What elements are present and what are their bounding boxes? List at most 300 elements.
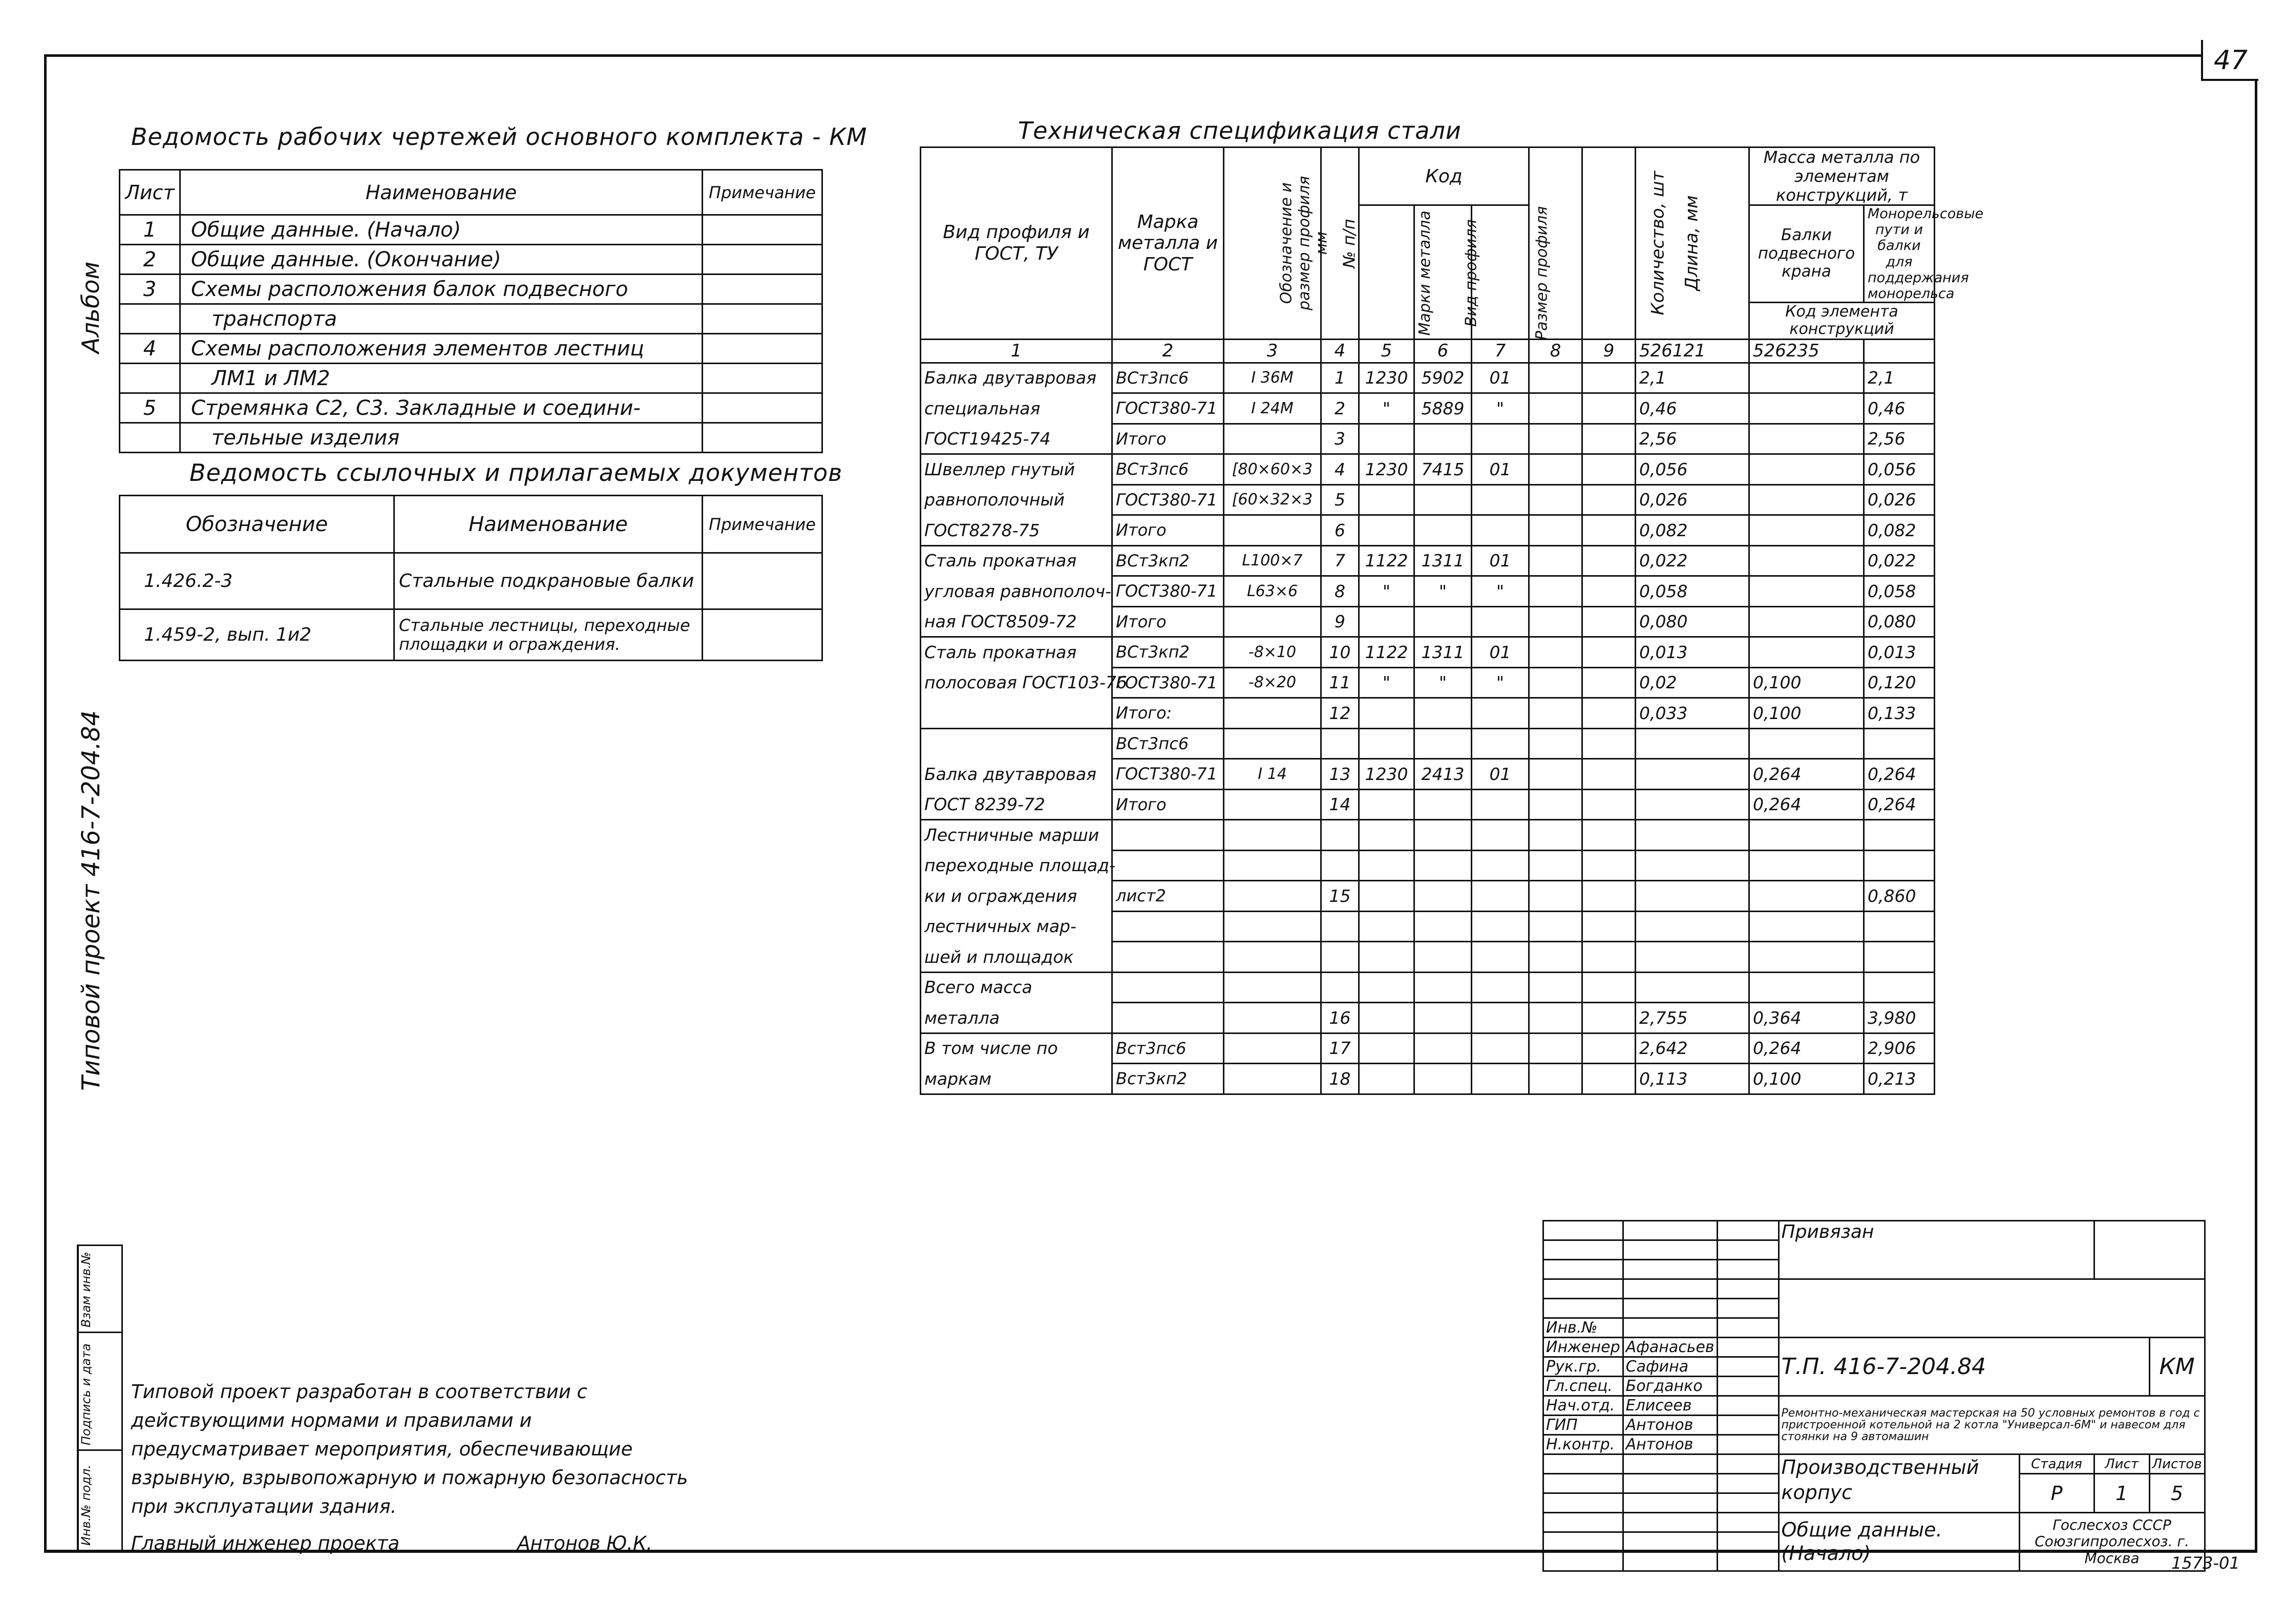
spec-column-number: 1	[921, 339, 1112, 363]
title-block-cell	[1717, 1396, 1779, 1416]
title-block-cell	[1717, 1279, 1779, 1299]
code-type-cell	[1414, 1033, 1472, 1064]
mass-rails-cell	[1749, 942, 1864, 973]
quantity-cell	[1529, 637, 1582, 668]
sheet-note-cell	[703, 304, 822, 334]
total-mass-cell: 2,1	[1864, 363, 1935, 393]
size-cell	[1224, 972, 1321, 1003]
mass-beams-cell	[1636, 728, 1749, 759]
spec-column-number: 526235	[1749, 339, 1864, 363]
length-cell	[1582, 576, 1636, 607]
total-mass-cell	[1864, 942, 1935, 973]
code-size-cell	[1472, 606, 1529, 637]
title-block-cell	[1543, 1221, 1623, 1240]
code-size-cell	[1472, 728, 1529, 759]
profile-cell: ГОСТ 8239-72	[921, 789, 1112, 820]
npp-cell: 13	[1321, 759, 1359, 790]
refs-header-name: Наименование	[394, 496, 703, 553]
mass-rails-cell	[1749, 728, 1864, 759]
quantity-cell	[1529, 454, 1582, 485]
attached-label: Привязан	[1779, 1221, 2094, 1279]
album-label: Альбом	[77, 261, 104, 353]
npp-cell: 4	[1321, 454, 1359, 485]
profile-cell: полосовая ГОСТ103-76	[921, 667, 1112, 698]
spec-table	[920, 146, 1984, 1095]
length-cell	[1582, 1033, 1636, 1064]
code-size-cell: 01	[1472, 759, 1529, 790]
code-type-cell	[1414, 911, 1472, 942]
mass-beams-cell	[1636, 820, 1749, 851]
table-row	[921, 393, 1935, 424]
title-block-cell	[1717, 1357, 1779, 1377]
code-size-cell	[1472, 972, 1529, 1003]
sheets-table	[119, 169, 823, 453]
npp-cell: 7	[1321, 545, 1359, 576]
total-mass-cell: 0,013	[1864, 637, 1935, 668]
npp-cell: 12	[1321, 698, 1359, 729]
total-mass-cell: 0,080	[1864, 606, 1935, 637]
mass-beams-cell: 0,02	[1636, 667, 1749, 698]
spec-header-code-grade: Марки металла	[1415, 210, 1434, 336]
ref-note-cell	[703, 609, 822, 661]
person-role: Н.контр.	[1543, 1435, 1623, 1454]
sheet-no-cell: 4	[120, 334, 180, 364]
sheet-no-cell	[120, 423, 180, 453]
grade-cell: ВСт3кп2	[1112, 637, 1224, 668]
title-block	[1542, 1220, 2206, 1572]
grade-cell: ГОСТ380-71	[1112, 393, 1224, 424]
length-cell	[1582, 972, 1636, 1003]
code-size-cell	[1472, 515, 1529, 546]
mass-rails-cell: 0,100	[1749, 1064, 1864, 1094]
code-grade-cell: "	[1359, 576, 1414, 607]
spec-column-number	[1864, 339, 1935, 363]
table-row	[921, 789, 1935, 820]
spec-header-designation: Обозначение и размер профиля мм	[1277, 176, 1331, 311]
sheet-name-cell: Схемы расположения балок подвесного	[180, 275, 703, 304]
code-type-cell	[1414, 820, 1472, 851]
code-grade-cell	[1359, 728, 1414, 759]
title-block-cell	[1543, 1299, 1623, 1318]
code-grade-cell: "	[1359, 667, 1414, 698]
spec-header-mass-beams: Балки подвесного крана	[1749, 205, 1864, 302]
code-type-cell	[1414, 424, 1472, 454]
title-block-cell	[1623, 1260, 1717, 1279]
table-row	[921, 484, 1935, 515]
profile-cell: Сталь прокатная	[921, 637, 1112, 668]
sheet-note-cell	[703, 334, 822, 364]
mass-rails-cell	[1749, 545, 1864, 576]
organization: Гослесхоз СССР Союзгипролесхоз. г. Москва	[2019, 1513, 2205, 1571]
table-row	[921, 424, 1935, 454]
npp-cell: 10	[1321, 637, 1359, 668]
mass-rails-cell: 0,100	[1749, 667, 1864, 698]
size-cell: -8×20	[1224, 667, 1321, 698]
npp-cell: 9	[1321, 606, 1359, 637]
table-row	[921, 942, 1935, 973]
table-row	[120, 215, 822, 245]
code-type-cell	[1414, 789, 1472, 820]
table-row	[921, 515, 1935, 546]
length-cell	[1582, 515, 1636, 546]
npp-cell	[1321, 911, 1359, 942]
title-block-cell	[1717, 1552, 1779, 1571]
person-name: Афанасьев	[1623, 1338, 1717, 1357]
table-row	[120, 364, 822, 393]
spec-header-code-size: Размер профиля	[1533, 206, 1551, 341]
total-mass-cell: 0,058	[1864, 576, 1935, 607]
spec-header-mass-group: Масса металла по элементам конструкций, т	[1749, 147, 1935, 205]
stage-label: Стадия	[2019, 1454, 2094, 1474]
title-block-cell	[1717, 1338, 1779, 1357]
title-block-cell	[1623, 1240, 1717, 1260]
quantity-cell	[1529, 972, 1582, 1003]
mass-beams-cell	[1636, 911, 1749, 942]
grade-cell	[1112, 1003, 1224, 1034]
mass-beams-cell	[1636, 942, 1749, 973]
mass-rails-cell	[1749, 515, 1864, 546]
code-size-cell: 01	[1472, 454, 1529, 485]
table-row	[120, 275, 822, 304]
length-cell	[1582, 789, 1636, 820]
table-row	[120, 609, 822, 661]
total-mass-cell: 0,056	[1864, 454, 1935, 485]
mass-rails-cell: 0,264	[1749, 759, 1864, 790]
mass-rails-cell	[1749, 484, 1864, 515]
grade-cell	[1112, 972, 1224, 1003]
project-note-text: Типовой проект разработан в соответствии с действующими нормами и правилами и предусматривает мероприятия, обеспечивающие взрывную, взрывопожарную и пожарную безопасность при эксплуатации здания.	[131, 1381, 688, 1517]
npp-cell: 3	[1321, 424, 1359, 454]
mass-beams-cell: 0,056	[1636, 454, 1749, 485]
size-cell	[1224, 789, 1321, 820]
code-grade-cell	[1359, 942, 1414, 973]
title-block-cell	[1623, 1299, 1717, 1318]
quantity-cell	[1529, 698, 1582, 729]
spec-header-length: Длина, мм	[1681, 195, 1702, 291]
size-cell	[1224, 424, 1321, 454]
title-block-cell	[1717, 1240, 1779, 1260]
table-row	[1543, 1454, 2205, 1474]
code-type-cell	[1414, 1003, 1472, 1034]
mass-rails-cell	[1749, 850, 1864, 881]
profile-cell: переходные площад-	[921, 850, 1112, 881]
code-grade-cell: 1230	[1359, 759, 1414, 790]
code-type-cell	[1414, 850, 1472, 881]
table-row	[120, 393, 822, 423]
table-row	[1543, 1279, 2205, 1299]
table-row	[120, 553, 822, 609]
total-mass-cell: 0,082	[1864, 515, 1935, 546]
title-block-cell	[1623, 1532, 1717, 1552]
npp-cell	[1321, 972, 1359, 1003]
code-grade-cell	[1359, 850, 1414, 881]
npp-cell: 11	[1321, 667, 1359, 698]
sheet-label: Лист	[2094, 1454, 2149, 1474]
spec-column-number: 8	[1529, 339, 1582, 363]
mass-rails-cell	[1749, 363, 1864, 393]
code-grade-cell	[1359, 820, 1414, 851]
sheet-name-cell: Общие данные. (Окончание)	[180, 245, 703, 275]
quantity-cell	[1529, 667, 1582, 698]
size-cell	[1224, 942, 1321, 973]
table-row	[1543, 1221, 2205, 1240]
length-cell	[1582, 911, 1636, 942]
table-row	[921, 728, 1935, 759]
title-block-cell	[1623, 1474, 1717, 1493]
title-block-cell	[1717, 1513, 1779, 1532]
code-type-cell	[1414, 728, 1472, 759]
sheet-note-cell	[703, 215, 822, 245]
npp-cell: 2	[1321, 393, 1359, 424]
sheet-name-cell: Стремянка С2, С3. Закладные и соедини-	[180, 393, 703, 423]
profile-cell: ГОСТ8278-75	[921, 515, 1112, 546]
profile-cell: Всего масса	[921, 972, 1112, 1003]
sheet-note-cell	[703, 393, 822, 423]
sheet-name-cell: ЛМ1 и ЛМ2	[180, 364, 703, 393]
title-block-cell	[1717, 1299, 1779, 1318]
spec-column-number: 3	[1224, 339, 1321, 363]
mass-rails-cell	[1749, 576, 1864, 607]
mass-beams-cell	[1636, 972, 1749, 1003]
profile-cell: Сталь прокатная	[921, 545, 1112, 576]
table-row	[921, 637, 1935, 668]
chief-engineer-label: Главный инженер проекта	[131, 1532, 400, 1554]
npp-cell	[1321, 820, 1359, 851]
total-mass-cell: 0,264	[1864, 759, 1935, 790]
code-grade-cell	[1359, 424, 1414, 454]
mass-beams-cell: 0,013	[1636, 637, 1749, 668]
mass-rails-cell	[1749, 393, 1864, 424]
table-row	[120, 423, 822, 453]
table-row	[921, 667, 1935, 698]
code-size-cell	[1472, 1064, 1529, 1094]
npp-cell	[1321, 728, 1359, 759]
code-size-cell	[1472, 911, 1529, 942]
size-cell: I 14	[1224, 759, 1321, 790]
doc-code: Т.П. 416-7-204.84	[1779, 1338, 2149, 1396]
side-project-label: Типовой проект 416-7-204.84	[77, 710, 105, 1091]
stamp-strip	[77, 1245, 123, 1552]
profile-cell	[921, 698, 1112, 729]
mass-rails-cell: 0,364	[1749, 1003, 1864, 1034]
profile-cell: ГОСТ19425-74	[921, 424, 1112, 454]
code-type-cell: 1311	[1414, 545, 1472, 576]
person-name: Богданко	[1623, 1377, 1717, 1396]
quantity-cell	[1529, 1064, 1582, 1094]
length-cell	[1582, 820, 1636, 851]
quantity-cell	[1529, 576, 1582, 607]
total-mass-cell: 0,133	[1864, 698, 1935, 729]
sheet-no-cell: 5	[120, 393, 180, 423]
title-block-cell	[1543, 1260, 1623, 1279]
table-row	[921, 972, 1935, 1003]
stamp-strip-cell: Подпись и дата	[79, 1343, 93, 1445]
grade-cell	[1112, 820, 1224, 851]
total-mass-cell: 0,46	[1864, 393, 1935, 424]
total-mass-cell	[1864, 850, 1935, 881]
npp-cell: 5	[1321, 484, 1359, 515]
spec-column-number: 5	[1359, 339, 1414, 363]
grade-cell: ВСт3пс6	[1112, 728, 1224, 759]
code-size-cell	[1472, 1033, 1529, 1064]
title-block-cell	[1717, 1435, 1779, 1454]
refs-table-title: Ведомость ссылочных и прилагаемых документов	[189, 459, 843, 487]
code-size-cell	[1472, 789, 1529, 820]
mass-rails-cell	[1749, 606, 1864, 637]
npp-cell	[1321, 942, 1359, 973]
table-row	[921, 759, 1935, 790]
npp-cell: 15	[1321, 881, 1359, 912]
title-block-cell	[1543, 1279, 1623, 1299]
profile-cell: ки и ограждения	[921, 881, 1112, 912]
title-block-cell	[1717, 1532, 1779, 1552]
total-mass-cell: 0,860	[1864, 881, 1935, 912]
code-grade-cell	[1359, 1064, 1414, 1094]
table-row	[1543, 1396, 2205, 1416]
length-cell	[1582, 424, 1636, 454]
length-cell	[1582, 728, 1636, 759]
profile-cell	[921, 728, 1112, 759]
spec-table-title: Техническая спецификация стали	[1018, 117, 1462, 144]
title-block-cell	[1717, 1454, 1779, 1474]
sheet-value: 1	[2094, 1474, 2149, 1513]
grade-cell	[1112, 942, 1224, 973]
size-cell	[1224, 1064, 1321, 1094]
npp-cell: 17	[1321, 1033, 1359, 1064]
quantity-cell	[1529, 515, 1582, 546]
spec-header-quantity: Количество, шт	[1647, 171, 1668, 315]
size-cell: I 24М	[1224, 393, 1321, 424]
table-row	[921, 881, 1935, 912]
total-mass-cell: 0,120	[1864, 667, 1935, 698]
npp-cell: 18	[1321, 1064, 1359, 1094]
quantity-cell	[1529, 363, 1582, 393]
spec-column-number: 7	[1472, 339, 1529, 363]
spec-header-mass-rails: Монорельсовые пути и балки для поддержания монорельса	[1864, 205, 1935, 302]
spec-column-number: 9	[1582, 339, 1636, 363]
inv-label: Инв.№	[1543, 1318, 1623, 1338]
length-cell	[1582, 850, 1636, 881]
length-cell	[1582, 881, 1636, 912]
table-row	[120, 334, 822, 364]
grade-cell: Вст3пс6	[1112, 1033, 1224, 1064]
stage-value: Р	[2019, 1474, 2094, 1513]
code-grade-cell	[1359, 881, 1414, 912]
spec-header-element-code: Код элемента конструкций	[1749, 302, 1935, 339]
profile-cell: специальная	[921, 393, 1112, 424]
code-size-cell: 01	[1472, 545, 1529, 576]
person-role: Инженер	[1543, 1338, 1623, 1357]
code-type-cell	[1414, 942, 1472, 973]
sheet-note-cell	[703, 364, 822, 393]
title-block-cell	[1717, 1416, 1779, 1435]
mass-rails-cell: 0,100	[1749, 698, 1864, 729]
grade-cell: Итого	[1112, 789, 1224, 820]
code-size-cell: "	[1472, 393, 1529, 424]
title-block-cell	[1543, 1240, 1623, 1260]
code-grade-cell	[1359, 1033, 1414, 1064]
table-row	[1543, 1338, 2205, 1357]
title-block-cell	[1717, 1260, 1779, 1279]
person-role: ГИП	[1543, 1416, 1623, 1435]
sheet-no-cell: 3	[120, 275, 180, 304]
code-size-cell: 01	[1472, 637, 1529, 668]
npp-cell	[1321, 850, 1359, 881]
table-row	[120, 304, 822, 334]
person-name: Антонов	[1623, 1416, 1717, 1435]
sheet-no-cell: 1	[120, 215, 180, 245]
doc-mark: КМ	[2149, 1338, 2205, 1396]
mass-beams-cell	[1636, 759, 1749, 790]
sheets-header-note: Примечание	[703, 170, 822, 215]
profile-cell: лестничных мар-	[921, 911, 1112, 942]
code-size-cell: "	[1472, 667, 1529, 698]
spec-header-code: Код	[1359, 147, 1529, 205]
length-cell	[1582, 698, 1636, 729]
length-cell	[1582, 637, 1636, 668]
code-grade-cell	[1359, 606, 1414, 637]
total-mass-cell: 0,026	[1864, 484, 1935, 515]
grade-cell: ВСт3пс6	[1112, 454, 1224, 485]
length-cell	[1582, 759, 1636, 790]
code-grade-cell	[1359, 515, 1414, 546]
table-row	[921, 363, 1935, 393]
mass-beams-cell: 2,755	[1636, 1003, 1749, 1034]
grade-cell	[1112, 850, 1224, 881]
refs-header-code: Обозначение	[120, 496, 394, 553]
length-cell	[1582, 393, 1636, 424]
title-block-cell	[1717, 1493, 1779, 1513]
code-type-cell: 5902	[1414, 363, 1472, 393]
code-size-cell	[1472, 850, 1529, 881]
total-mass-cell: 0,213	[1864, 1064, 1935, 1094]
spec-header-profile: Вид профиля и ГОСТ, ТУ	[921, 147, 1112, 340]
project-description: Ремонтно-механическая мастерская на 50 условных ремонтов в год с пристроенной котельной на 2 котла "Универсал-6М" и навесом для стоянки на 9 автомашин	[1779, 1396, 2205, 1454]
size-cell	[1224, 911, 1321, 942]
quantity-cell	[1529, 1003, 1582, 1034]
mass-rails-cell	[1749, 911, 1864, 942]
sheet-note-cell	[703, 275, 822, 304]
length-cell	[1582, 484, 1636, 515]
size-cell: L100×7	[1224, 545, 1321, 576]
sheet-no-cell	[120, 364, 180, 393]
sheets-header-no: Лист	[120, 170, 180, 215]
quantity-cell	[1529, 1033, 1582, 1064]
table-row	[921, 576, 1935, 607]
quantity-cell	[1529, 850, 1582, 881]
profile-cell: маркам	[921, 1064, 1112, 1094]
code-grade-cell	[1359, 972, 1414, 1003]
profile-cell: Балка двутавровая	[921, 759, 1112, 790]
title-block-cell	[1779, 1279, 2205, 1338]
code-grade-cell: 1230	[1359, 454, 1414, 485]
sheet-note-cell	[703, 245, 822, 275]
mass-rails-cell	[1749, 454, 1864, 485]
sheets-table-title: Ведомость рабочих чертежей основного комплекта - КМ	[131, 123, 867, 151]
spec-header-grade: Марка металла и ГОСТ	[1112, 147, 1224, 340]
length-cell	[1582, 1003, 1636, 1034]
code-type-cell	[1414, 1064, 1472, 1094]
mass-beams-cell: 0,022	[1636, 545, 1749, 576]
title-block-cell	[1623, 1454, 1717, 1474]
title-block-cell	[1717, 1318, 1779, 1338]
total-mass-cell	[1864, 728, 1935, 759]
table-row	[921, 911, 1935, 942]
project-note	[131, 1378, 710, 1558]
code-grade-cell: 1122	[1359, 545, 1414, 576]
npp-cell: 14	[1321, 789, 1359, 820]
person-role: Рук.гр.	[1543, 1357, 1623, 1377]
